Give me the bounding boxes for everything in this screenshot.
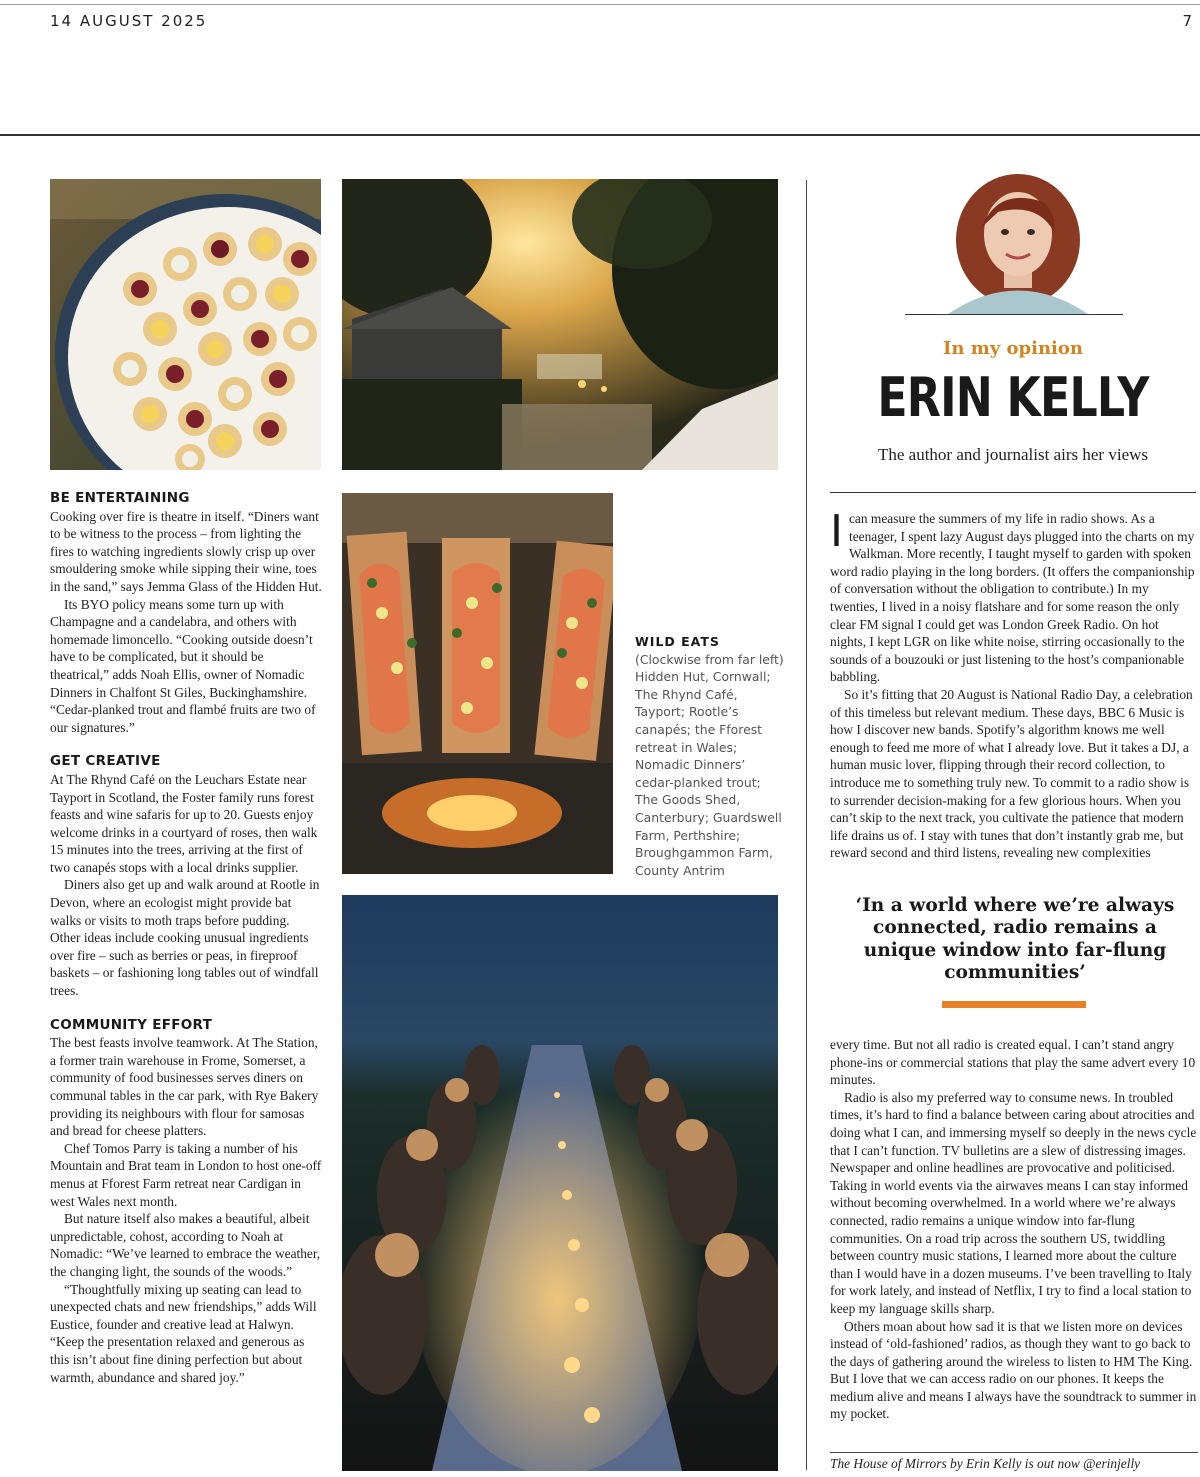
masthead-rule — [0, 134, 1200, 136]
section-heading-creative: GET CREATIVE — [50, 753, 161, 770]
opinion-body-bottom — [830, 1036, 1198, 1423]
photo-caption — [635, 633, 785, 879]
paragraph: Ican measure the summers of my life in radio shows. As a teenager, I spent lazy August days plugged into the charts on my Walkman. More recently, I taught myself to garden with spoken word radio playing in the long borders. (It offers the companionship of conversation without the obligation to contribute.) In my twenties, I lived in a noisy flatshare and for some reason the only clear FM signal I could get was London Greek Radio. On hot nights, I kept LGR on like white noise, stirring occasionally to the sounds of a bouzouki or just listening to the host’s companionable babbling. — [830, 506, 1195, 685]
paragraph: Chef Tomos Parry is taking a number of his Mountain and Brat team in London to host one-off menus at Fforest Farm retreat near Cardigan in west Wales next month. — [50, 1140, 322, 1209]
caption-heading: WILD EATS — [635, 634, 720, 649]
book-credit: The House of Mirrors by Erin Kelly is out now @erinjelly — [830, 1456, 1141, 1471]
paragraph: every time. But not all radio is created equal. I can’t stand angry phone-ins or commercial stations that play the same advert every 10 minutes. — [830, 1037, 1196, 1088]
columnist-subtitle: The author and journalist airs her views — [877, 445, 1149, 464]
trout-photo — [342, 493, 613, 874]
pull-quote: ‘In a world where we’re always connected, radio remains a unique window into far-flung communities’ — [855, 895, 1175, 984]
dinner-table-photo — [342, 895, 778, 1471]
column-divider — [806, 180, 807, 1470]
caption-text: (Clockwise from far left) Hidden Hut, Cornwall; The Rhynd Café, Tayport; Rootle’s canapés; the Fforest retreat in Wales; Nomadic Dinners’ cedar-planked trout; The Goods Shed, Canterbury; Guardswell Farm, Perthshire; Broughgammon Farm, County Antrim — [635, 651, 784, 878]
feature-column — [50, 490, 322, 1386]
paragraph: At The Rhynd Café on the Leuchars Estate near Tayport in Scotland, the Foster family runs forest feasts and wine safaris for up to 20. Guests enjoy welcome drinks in a courtyard of roses, then walk 15 minutes into the trees, arriving at the first of two canapés stops with a local drinks supplier. — [50, 771, 318, 875]
paragraph: But nature itself also makes a beautiful, albeit unpredictable, cohost, according to Noah at Nomadic: “We’ve learned to embrace the weather, the changing light, the sounds of the woods.” — [50, 1211, 321, 1279]
canapes-photo — [50, 179, 321, 470]
opinion-body-top — [830, 506, 1198, 862]
opinion-kicker: In my opinion — [943, 338, 1083, 359]
credit-rule — [830, 1452, 1198, 1453]
section-heading-entertaining: BE ENTERTAINING — [50, 490, 190, 506]
top-rule — [0, 4, 1200, 5]
section-heading-community: COMMUNITY EFFORT — [50, 1016, 213, 1033]
paragraph: Cooking over fire is theatre in itself. “Diners want to be witness to the process – from lighting the fires to watching ingredients slowly crisp up over smouldering smoke while sipping their wine, toes in the sand,” says Jemma Glass of the Hidden Hut. — [50, 508, 322, 594]
issue-date: 14 AUGUST 2025 — [50, 12, 208, 30]
page-number: 7 — [1182, 12, 1192, 30]
hut-sunset-photo — [342, 179, 778, 470]
paragraph: Others moan about how sad it is that we listen more on devices instead of ‘old-fashioned’ radios, as though they want to go back to the days of gathering around the wireless to listen to HM The King. But I love that we can access radio on our phones. It keeps the medium alive and means I always have the soundtrack to summer in my pocket. — [830, 1318, 1197, 1422]
paragraph: Its BYO policy means some turn up with Champagne and a candelabra, and others with homemade limoncello. “Cooking outside doesn’t have to be complicated, but it should be theatrical,” adds Noah Ellis, owner of Nomadic Dinners in Chalfont St Giles, Buckinghamshire. “Cedar-planked trout and flambé fruits are two of our signatures.” — [50, 596, 316, 735]
paragraph: The best feasts involve teamwork. At The Station, a former train warehouse in Frome, Somerset, a community of food businesses serves diners on communal tables in the car park, with Rye Bakery providing its neighbours with flour for samosas and bread for cheese platters. — [50, 1035, 319, 1139]
author-portrait — [938, 172, 1098, 314]
opinion-rule — [830, 492, 1196, 493]
portrait-rule — [905, 314, 1123, 315]
pull-quote-bar — [942, 1001, 1086, 1008]
paragraph: Diners also get up and walk around at Rootle in Devon, where an ecologist might provide bat walks or visits to moth traps before pudding. Other ideas include cooking unusual ingredients over fire – such as berries or peas, in fireproof baskets – or fashioning long tables out of windfall trees. — [50, 877, 320, 999]
paragraph: Radio is also my preferred way to consume news. In troubled times, it’s hard to find a balance between caring about atrocities and doing what I can, and immersing myself so deeply in the news cycle that I can’t function. TV bulletins are a slew of distressing images. Newspaper and online headlines are provocative and politicised. Taking in world events via the airwaves means I can stay informed without becoming overwhelmed. In a world where we’re always connected, radio remains a unique window into far-flung communities. On a road trip across the southern US, twiddling between country music stations, I learned more about the culture than I would have in a dozen museums. I’ve been travelling to Italy for work lately, and instead of Netflix, I try to find a local station to keep my language skills sharp. — [830, 1089, 1197, 1316]
columnist-name: ERIN KELLY — [877, 366, 1149, 429]
paragraph: “Thoughtfully mixing up seating can lead to unexpected chats and new friendships,” adds Will Eustice, founder and creative lead at Halwyn. “Keep the presentation relaxed and generous as this isn’t about fine dining perfection but about warmth, abundance and shared joy.” — [50, 1281, 317, 1385]
drop-cap: I — [830, 506, 843, 557]
paragraph: So it’s fitting that 20 August is National Radio Day, a celebration of this timeless but relevant medium. These days, BBC 6 Music is how I discover new bands. Spotify’s algorithm knows me well enough to feed me more of what I already love. But it takes a DJ, a human music lover, flipping through their record collection, to introduce me to something truly new. To commit to a radio show is to surrender decision-making for a few glorious hours. When you can’t skip to the next track, you cultivate the patience that modern life drains us of. I stay with tunes that don’t instantly grab me, but reward second and third listens, revealing new complexities — [830, 686, 1193, 861]
